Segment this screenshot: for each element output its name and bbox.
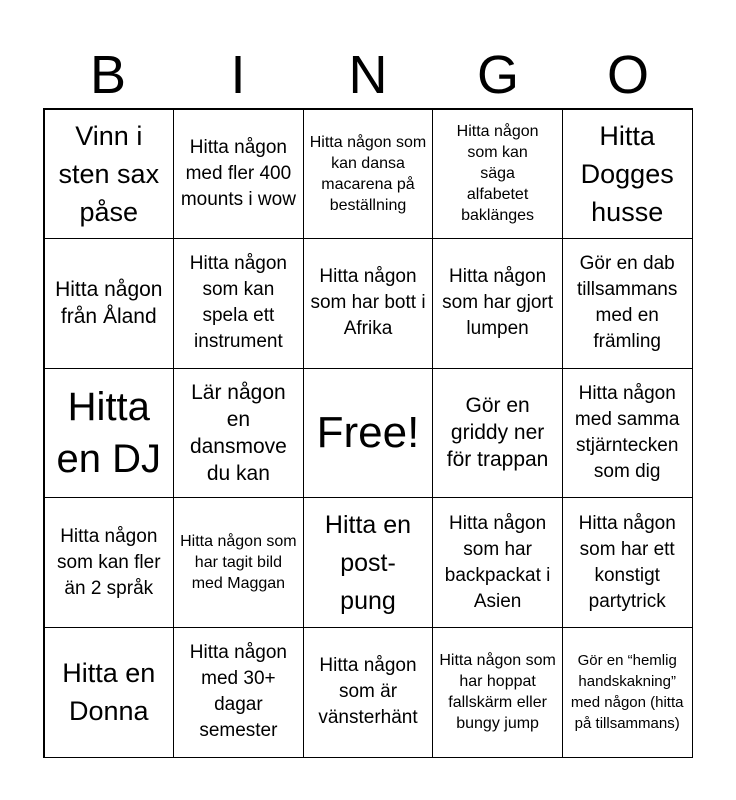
cell-text: Hitta någon som kan fler än 2 språk: [57, 525, 161, 599]
bingo-cell[interactable]: [173, 238, 304, 369]
cell-text: Hitta någon som är vänsterhänt: [318, 655, 418, 729]
bingo-cell[interactable]: [303, 497, 434, 628]
cell-text: Hitta någon som har bott i Afrika: [310, 266, 426, 340]
bingo-cell[interactable]: [173, 497, 304, 628]
bingo-cell[interactable]: [562, 238, 693, 369]
bingo-card: [43, 108, 693, 758]
bingo-cell[interactable]: [432, 627, 563, 758]
cell-text: Hitta någon som har gjort lumpen: [442, 266, 554, 340]
header-letter-o: O: [606, 45, 649, 105]
cell-text: Hitta någon med samma stjärntecken som dig: [574, 382, 680, 482]
cell-text: Hitta någon som har hoppat fallskärm eller bungy jump: [439, 652, 556, 733]
bingo-cell[interactable]: [432, 238, 563, 369]
bingo-cell[interactable]: [303, 109, 434, 240]
cell-text: Hitta någon som har ett konstigt partytrick: [578, 512, 676, 612]
header-letter-b: B: [89, 45, 127, 105]
cell-text: Hitta någon som kan spela ett instrument: [189, 253, 287, 353]
header-letter-n: N: [348, 45, 388, 105]
cell-text: Gör en “hemlig handskakning” med någon (hitta på tillsammans): [570, 652, 684, 733]
bingo-cell[interactable]: [562, 368, 693, 499]
cell-text: Hitta en post-pung: [324, 510, 412, 615]
bingo-cell[interactable]: [562, 109, 693, 240]
bingo-cell[interactable]: [173, 627, 304, 758]
free-space[interactable]: [303, 368, 434, 499]
header-letter-i: I: [230, 45, 246, 105]
bingo-cell[interactable]: [303, 627, 434, 758]
bingo-cell[interactable]: [432, 368, 563, 499]
bingo-cell[interactable]: [432, 497, 563, 628]
bingo-header: [43, 44, 693, 106]
cell-text: Hitta någon som kan dansa macarena på beställning: [309, 133, 427, 214]
cell-text: Gör en dab tillsammans med en främling: [577, 253, 678, 353]
cell-text: Hitta någon som har tagit bild med Maggan: [180, 533, 297, 593]
bingo-cell[interactable]: [173, 368, 304, 499]
cell-text: Free!: [316, 407, 420, 457]
cell-text: Hitta Dogges husse: [580, 120, 674, 227]
cell-text: Gör en griddy ner för trappan: [446, 394, 549, 472]
bingo-cell[interactable]: [44, 497, 175, 628]
bingo-cell[interactable]: [44, 368, 175, 499]
cell-text: Hitta en DJ: [56, 384, 162, 481]
header-letter-g: G: [476, 45, 519, 105]
cell-text: Hitta en Donna: [62, 658, 156, 727]
cell-text: Hitta någon som kan säga alfabetet baklänges: [456, 123, 539, 225]
bingo-cell[interactable]: [562, 627, 693, 758]
bingo-cell[interactable]: [562, 497, 693, 628]
cell-text: Hitta någon med fler 400 mounts i wow: [180, 136, 296, 210]
cell-text: Hitta någon från Åland: [55, 278, 163, 329]
cell-text: Hitta någon med 30+ dagar semester: [189, 642, 287, 742]
cell-text: Hitta någon som har backpackat i Asien: [444, 512, 551, 612]
cell-text: Lär någon en dansmove du kan: [189, 380, 287, 485]
bingo-cell[interactable]: [432, 109, 563, 240]
bingo-cell[interactable]: [44, 109, 175, 240]
cell-text: Vinn i sten sax påse: [58, 120, 160, 227]
bingo-cell[interactable]: [173, 109, 304, 240]
bingo-cell[interactable]: [44, 627, 175, 758]
bingo-cell[interactable]: [44, 238, 175, 369]
bingo-cell[interactable]: [303, 238, 434, 369]
